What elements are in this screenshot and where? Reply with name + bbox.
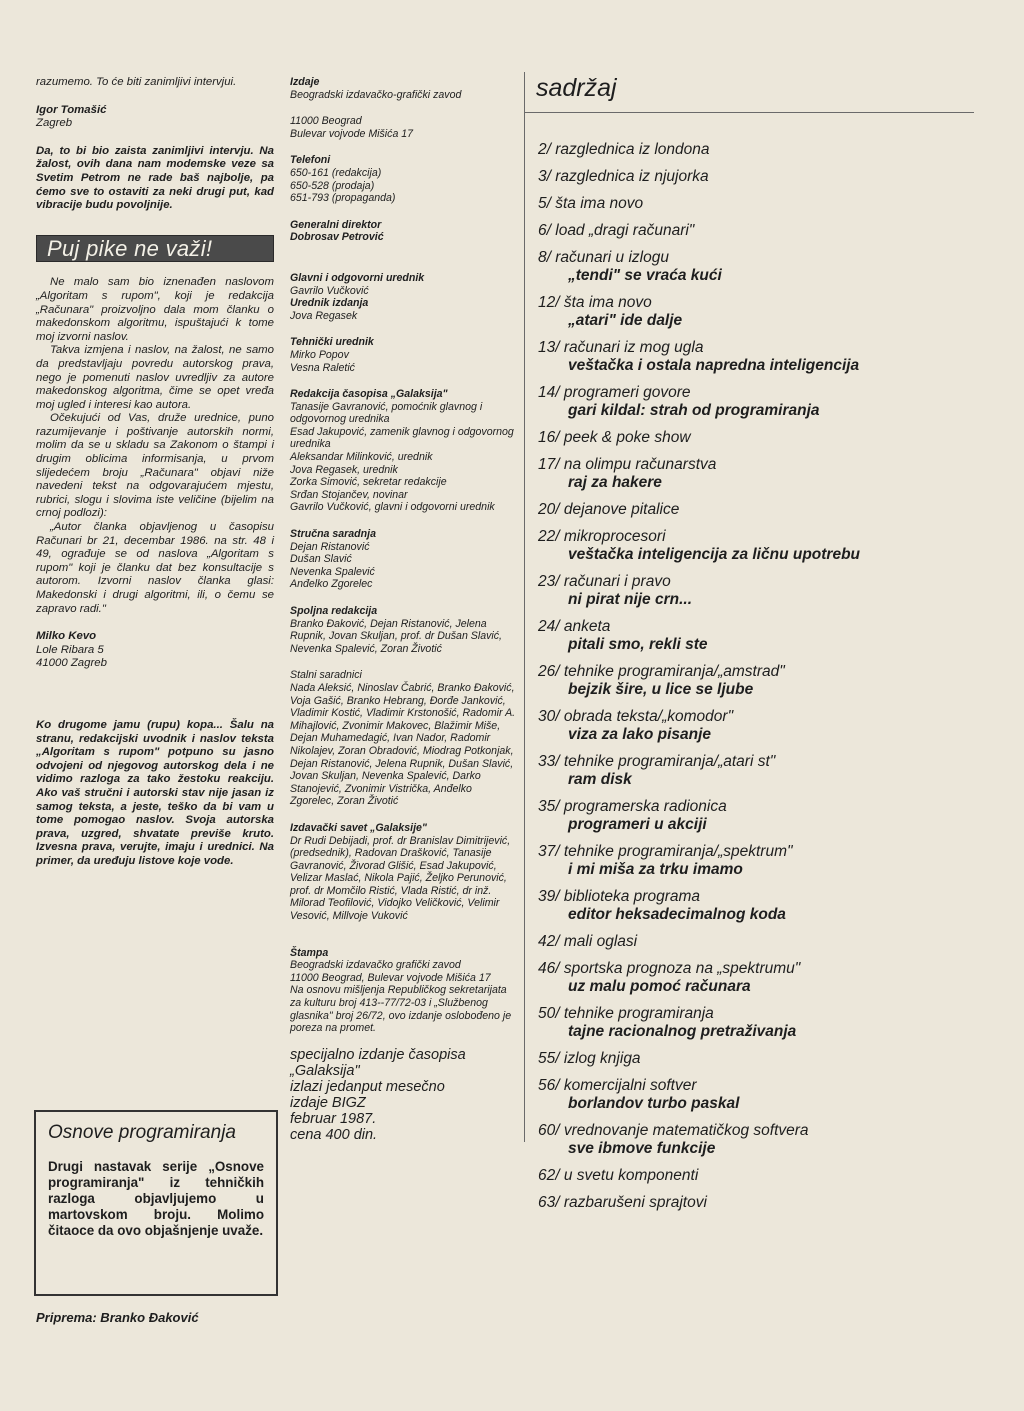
toc-entry-title: biblioteka programa xyxy=(563,888,701,905)
toc-entry-title: računari iz mog ugla xyxy=(563,339,704,356)
toc-page-number: 50/ xyxy=(538,1005,560,1022)
regular-contributors: Nada Aleksić, Ninoslav Čabrić, Branko Đaković, Voja Gašić, Branko Hebrang, Đorđe Janković, Vladimir Kostić, Vladimir Krstonošić, Radomir A. Mihajlović, Zvonimir Makovec, Blažimir Miše, Dejan Muhamedagić, Ivan Nador, Radomir Nikolajev, Zoran Obradović, Miodrag Potkonjak, Dejan Ristanović, Jelena Rupnik, Dušan Slavić, Jovan Skuljan, Nevenka Spalević, Darko Stanojević, Zvonimir Vistrička, Anđelko Zgorelec, Zoran Životić xyxy=(290,681,516,808)
toc-entry-line xyxy=(538,248,978,267)
toc-entry xyxy=(538,887,978,924)
toc-entry xyxy=(538,617,978,654)
toc-page-number: 46/ xyxy=(538,960,560,977)
general-director-label: Generalni direktor xyxy=(290,218,382,231)
toc-page-number: 16/ xyxy=(538,429,560,446)
toc-entry xyxy=(538,1049,978,1068)
toc-entry-line xyxy=(538,293,978,312)
signature-2-name: Milko Kevo xyxy=(36,630,97,643)
toc-entry xyxy=(538,455,978,492)
toc-entry-title: šta ima novo xyxy=(555,195,644,212)
toc-page-number: 23/ xyxy=(538,573,560,590)
table-of-contents xyxy=(538,140,978,1220)
toc-title: sadržaj xyxy=(536,74,617,102)
publishing-council-label: Izdavački savet „Galaksije" xyxy=(290,821,427,834)
special-edition-note: specijalno izdanje časopisa „Galaksija" izlazi jedanput mesečno izdaje BIGZ februar 1987. cena 400 din. xyxy=(290,1046,466,1143)
toc-page-number: 20/ xyxy=(538,501,560,518)
expert-collaborators: Dejan Ristanović Dušan Slavić Nevenka Spalević Anđelko Zgorelec xyxy=(290,540,375,591)
publisher-address: 11000 Beograd Bulevar vojvode Mišića 17 xyxy=(290,115,414,140)
toc-page-number: 63/ xyxy=(538,1194,560,1211)
printing-label: Štampa xyxy=(290,946,329,959)
toc-entry-title: dejanove pitalice xyxy=(563,501,680,518)
toc-entry-subtitle: veštačka inteligencija za ličnu upotrebu xyxy=(568,546,861,563)
toc-entry xyxy=(538,221,978,240)
letter-paragraph-3: Očekujući od Vas, druže urednice, puno razumijevanje i poštivanje autorskih normi, molim da se u skladu sa Zakonom o štampi i drugim oblicima informisanja, u prvom slijedećem broju „Računara" objavi niže navedeni tekst na odgovarajućem mjestu, rubrici, slogu i slovima iste veličine (bijelim na crnoj podlozi): xyxy=(36,412,274,520)
toc-entry xyxy=(538,572,978,609)
toc-entry-title: tehnike programiranja/„amstrad" xyxy=(563,663,785,680)
toc-entry-title: tehnike programiranja xyxy=(563,1005,714,1022)
toc-entry-line xyxy=(538,932,978,951)
toc-entry-subtitle: i mi miša za trku imamo xyxy=(568,861,743,878)
toc-page-number: 35/ xyxy=(538,798,560,815)
toc-entry-line xyxy=(538,617,978,636)
letter-paragraph-2: Takva izmjena i naslov, na žalost, ne samo da predstavljaju povredu autorskog prava, nego je pomenuti naslov uvredljiv za autore makedonskog algoritma, čime se opet vređa moj ugled i interesi kao autora. xyxy=(36,344,274,411)
toc-entry-title: šta ima novo xyxy=(563,294,652,311)
toc-entry-title: programerska radionica xyxy=(563,798,727,815)
toc-page-number: 8/ xyxy=(538,249,551,266)
toc-divider-horizontal xyxy=(524,112,974,113)
toc-entry-title: računari u izlogu xyxy=(555,249,669,266)
publisher-label: Izdaje xyxy=(290,76,320,88)
external-editors-label: Spoljna redakcija xyxy=(290,605,378,617)
toc-entry-title: load „dragi računari" xyxy=(555,222,695,239)
toc-entry xyxy=(538,752,978,789)
toc-entry xyxy=(538,527,978,564)
toc-page-number: 2/ xyxy=(538,141,551,158)
toc-entry-line xyxy=(538,797,978,816)
toc-entry-title: tehnike programiranja/„atari st" xyxy=(563,753,776,770)
technical-editor-label: Tehnički urednik xyxy=(290,336,374,349)
toc-entry-line xyxy=(538,959,978,978)
toc-entry-subtitle: uz malu pomoć računara xyxy=(568,978,751,995)
technical-editors: Mirko Popov Vesna Raletić xyxy=(290,348,355,374)
editor-in-chief: Gavrilo Vučković xyxy=(290,284,369,297)
toc-entry-title: izlog knjiga xyxy=(563,1050,641,1067)
toc-page-number: 24/ xyxy=(538,618,560,635)
notice-text: Drugi nastavak serije „Osnove programiranja" iz tehničkih razloga objavljujemo u martovskom broju. Molimo čitaoce da ovo objašnjenje uvaže. xyxy=(48,1159,264,1238)
toc-entry-title: razbarušeni sprajtovi xyxy=(563,1194,707,1211)
signature-2-city: 41000 Zagreb xyxy=(36,657,107,670)
toc-entry-line xyxy=(538,140,978,159)
toc-page-number: 22/ xyxy=(538,528,560,545)
regular-contributors-label: Stalni saradnici xyxy=(290,669,362,682)
toc-entry-line xyxy=(538,1166,978,1185)
letter-paragraph-4: „Autor članka objavljenog u časopisu Računari br 21, decembar 1986. na str. 48 i 49, ograđuje se od naslova „Algoritam s rupom" koji je članku dat bez konsultacije s autorom. Izvorni naslov članka glasi: Makedonski i drugi algoritmi, ili, o čemu se zapravo radi." xyxy=(36,521,274,615)
toc-entry xyxy=(538,797,978,834)
toc-page-number: 26/ xyxy=(538,663,560,680)
letter-banner: Puj pike ne važi! xyxy=(36,235,274,263)
editorial-board-label: Redakcija časopisa „Galaksija" xyxy=(290,388,448,401)
toc-entry-subtitle: ram disk xyxy=(568,771,632,788)
toc-entry xyxy=(538,1004,978,1041)
toc-entry xyxy=(538,959,978,996)
toc-entry xyxy=(538,707,978,744)
toc-page-number: 6/ xyxy=(538,222,551,239)
toc-entry-line xyxy=(538,752,978,771)
toc-entry-line xyxy=(538,527,978,546)
toc-entry-subtitle: ni pirat nije crn... xyxy=(568,591,693,608)
toc-page-number: 33/ xyxy=(538,753,560,770)
toc-entry-title: programeri govore xyxy=(563,384,691,401)
toc-entry-title: obrada teksta/„komodor" xyxy=(563,708,734,725)
toc-entry-title: tehnike programiranja/„spektrum" xyxy=(563,843,793,860)
toc-entry xyxy=(538,140,978,159)
toc-entry xyxy=(538,1076,978,1113)
external-editors: Branko Đaković, Dejan Ristanović, Jelena Rupnik, Jovan Skuljan, prof. dr Dušan Slavić, Nevenka Spalević, Zoran Životić xyxy=(290,617,502,655)
toc-page-number: 56/ xyxy=(538,1077,560,1094)
toc-entry-line xyxy=(538,1004,978,1023)
toc-entry-line xyxy=(538,1049,978,1068)
toc-entry-line xyxy=(538,1121,978,1140)
toc-entry-subtitle: tajne racionalnog pretraživanja xyxy=(568,1023,797,1040)
toc-entry-title: mali oglasi xyxy=(563,933,638,950)
signature-1-name: Igor Tomašić xyxy=(36,103,107,116)
toc-entry-line xyxy=(538,842,978,861)
toc-entry-title: peek & poke show xyxy=(563,429,691,446)
toc-entry-subtitle: „atari" ide dalje xyxy=(568,312,683,329)
notice-title: Osnove programiranja xyxy=(48,1122,236,1143)
toc-page-number: 5/ xyxy=(538,195,551,212)
toc-entry xyxy=(538,1121,978,1158)
toc-entry xyxy=(538,293,978,330)
toc-entry-subtitle: programeri u akciji xyxy=(568,816,707,833)
toc-entry xyxy=(538,932,978,951)
toc-entry-title: komercijalni softver xyxy=(563,1077,697,1094)
phones-label: Telefoni xyxy=(290,154,331,167)
toc-page-number: 14/ xyxy=(538,384,560,401)
toc-entry-line xyxy=(538,221,978,240)
tax-note: Na osnovu mišljenja Republičkog sekretarijata za kulturu broj 413--77/72-03 i „Službenog glasnika" broj 26/72, ovo izdanje oslobođeno je poreza na promet. xyxy=(290,984,512,1035)
toc-entry-title: razglednica iz njujorka xyxy=(555,168,709,185)
toc-entry-line xyxy=(538,428,978,447)
editorial-board: Tanasije Gavranović, pomoćnik glavnog i odgovornog urednika Esad Jakupović, zamenik glavnog i odgovornog urednika Aleksandar Milinković, urednik Jova Regasek, urednik Zorka Simović, sekretar redakcije Srđan Stojančev, novinar Gavrilo Vučković, glavni i odgovorni urednik xyxy=(290,400,514,514)
toc-page-number: 62/ xyxy=(538,1167,560,1184)
toc-entry-title: računari i pravo xyxy=(563,573,671,590)
toc-entry-subtitle: borlandov turbo paskal xyxy=(568,1095,740,1112)
toc-divider-vertical xyxy=(524,72,525,1142)
toc-entry-title: na olimpu računarstva xyxy=(563,456,717,473)
toc-entry-subtitle: „tendi" se vraća kući xyxy=(568,267,722,284)
toc-entry-title: mikroprocesori xyxy=(563,528,666,545)
letters-column xyxy=(36,76,274,869)
signature-2-street: Lole Ribara 5 xyxy=(36,643,104,656)
toc-entry xyxy=(538,167,978,186)
toc-entry-title: u svetu komponenti xyxy=(563,1167,699,1184)
toc-entry-line xyxy=(538,662,978,681)
toc-entry-subtitle: bejzik šire, u lice se ljube xyxy=(568,681,754,698)
toc-entry-line xyxy=(538,338,978,357)
editor-reply-1: Da, to bi bio zaista zanimljivi intervju. Na žalost, ovih dana nam modemske veze sa Svetim Petrom ne rade baš najbolje, pa ćemo sve to ostaviti za neki drugi put, kad vibracije budu povoljnije. xyxy=(36,144,274,212)
editor-in-chief-label: Glavni i odgovorni urednik xyxy=(290,271,425,284)
toc-page-number: 13/ xyxy=(538,339,560,356)
publishing-council: Dr Rudi Debijadi, prof. dr Branislav Dimitrijević, (predsednik), Radovan Drašković, Tanasije Gavranović, Živorad Glišić, Esad Jakupović, Velizar Maslać, Nikola Pajić, Željko Perunović, prof. dr Momčilo Ristić, Vlada Ristić, dr inž. Milorad Teofilović, Vidojko Veličković, Velimir Vesović, Millvoje Vuković xyxy=(290,834,511,923)
toc-entry-line xyxy=(538,167,978,186)
toc-entry xyxy=(538,383,978,420)
toc-entry-line xyxy=(538,707,978,726)
toc-entry-subtitle: veštačka i ostala napredna inteligencija xyxy=(568,357,860,374)
intro-text: razumemo. To će biti zanimljivi intervjui. xyxy=(36,76,237,88)
toc-entry-subtitle: gari kildal: strah od programiranja xyxy=(568,402,820,419)
toc-entry-title: sportska prognoza na „spektrumu" xyxy=(563,960,801,977)
toc-entry xyxy=(538,338,978,375)
toc-page-number: 3/ xyxy=(538,168,551,185)
issue-editor: Jova Regasek xyxy=(290,309,358,322)
toc-entry xyxy=(538,662,978,699)
toc-entry-subtitle: editor heksadecimalnog koda xyxy=(568,906,786,923)
toc-entry-title: razglednica iz londona xyxy=(555,141,710,158)
phones: 650-161 (redakcija) 650-528 (prodaja) 651-793 (propaganda) xyxy=(290,166,396,205)
toc-entry xyxy=(538,1193,978,1212)
toc-page-number: 42/ xyxy=(538,933,560,950)
toc-entry-line xyxy=(538,383,978,402)
toc-page-number: 55/ xyxy=(538,1050,560,1067)
letter-paragraph-1: Ne malo sam bio iznenađen naslovom „Algoritam s rupom", koji je redakcija „Računara" proizvoljno dala mom članku o makedonskom algoritmu, ispuštajući k tome moj izvorni naslov. xyxy=(36,276,274,343)
signature-1-city: Zagreb xyxy=(36,117,73,130)
toc-entry-subtitle: pitali smo, rekli ste xyxy=(568,636,708,653)
toc-page-number: 60/ xyxy=(538,1122,560,1139)
toc-entry xyxy=(538,428,978,447)
printing-house: Beogradski izdavačko grafički zavod 11000 Beograd, Bulevar vojvode Mišića 17 xyxy=(290,959,491,984)
toc-entry-line xyxy=(538,455,978,474)
toc-entry-subtitle: viza za lako pisanje xyxy=(568,726,712,743)
toc-entry-subtitle: raj za hakere xyxy=(568,474,662,491)
editor-reply-2: Ko drugome jamu (rupu) kopa... Šalu na stranu, redakcijski uvodnik i naslov teksta „Algoritam s rupom" potpuno su jasno odvojeni od njegovog autorskog dela i ne vidimo razloga za tako žestoku reakciju. Ako vaš stručni i autorski stav nije jasan iz samog teksta, a jeste, teško da bi vam u tome pomogao naslov. Svoja autorska prava, uzgred, shvatate previše kruto. Izvesna prava, verujte, imaju i urednici. Na primer, da uređuju listove koje vode. xyxy=(36,718,274,867)
toc-entry-line xyxy=(538,500,978,519)
expert-collab-label: Stručna saradnja xyxy=(290,528,376,541)
toc-page-number: 12/ xyxy=(538,294,560,311)
toc-entry-line xyxy=(538,1193,978,1212)
toc-page-number: 37/ xyxy=(538,843,560,860)
toc-entry xyxy=(538,194,978,213)
toc-entry-line xyxy=(538,887,978,906)
toc-entry-line xyxy=(538,572,978,591)
toc-entry xyxy=(538,1166,978,1185)
toc-entry xyxy=(538,842,978,879)
toc-entry-title: anketa xyxy=(563,618,611,635)
toc-entry xyxy=(538,248,978,285)
toc-page-number: 39/ xyxy=(538,888,560,905)
toc-page-number: 17/ xyxy=(538,456,560,473)
issue-editor-label: Urednik izdanja xyxy=(290,297,369,310)
general-director: Dobrosav Petrović xyxy=(290,231,384,244)
toc-entry-line xyxy=(538,1076,978,1095)
notice-box xyxy=(34,1110,278,1296)
toc-entry xyxy=(538,500,978,519)
toc-page-number: 30/ xyxy=(538,708,560,725)
toc-entry-title: vrednovanje matematičkog softvera xyxy=(563,1122,809,1139)
impressum-column xyxy=(290,76,516,1143)
publisher: Beogradski izdavačko-grafički zavod xyxy=(290,88,462,101)
preparation-credit: Priprema: Branko Đaković xyxy=(36,1310,199,1325)
toc-entry-line xyxy=(538,194,978,213)
toc-entry-subtitle: sve ibmove funkcije xyxy=(568,1140,716,1157)
